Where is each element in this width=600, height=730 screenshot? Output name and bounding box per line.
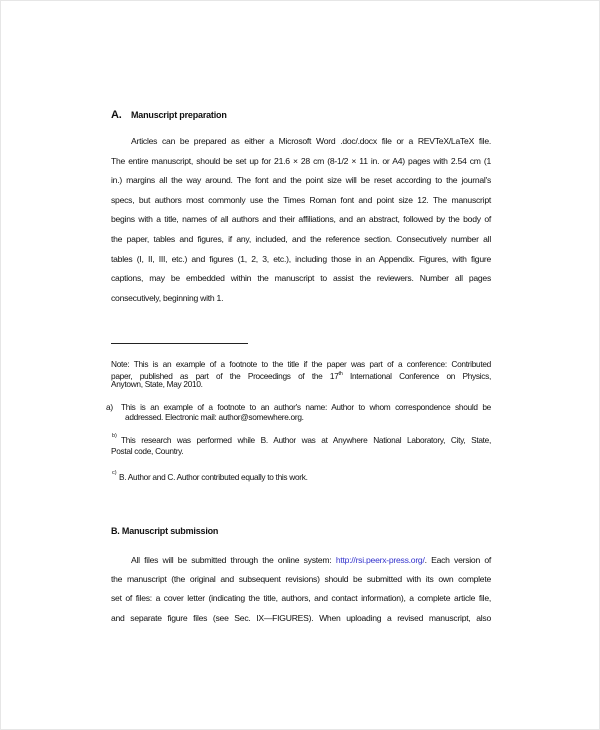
paragraph-line: captions, may be embedded within the manuscript to assist the reviewers. Number all pages bbox=[111, 273, 491, 283]
footnote-a-marker: a) bbox=[106, 402, 113, 412]
submission-link[interactable]: http://rsi.peerx-press.org/ bbox=[335, 555, 425, 565]
paragraph-line: begins with a title, names of all authors and their affiliations, and an abstract, followed by the body of bbox=[111, 214, 491, 224]
paragraph-line: The entire manuscript, should be set up for 21.6 × 28 cm (8-1/2 × 11 in. or A4) pages with 2.54 cm (1 bbox=[111, 156, 491, 166]
note-text: International Conference on Physics, bbox=[342, 371, 491, 381]
footnote-separator bbox=[111, 343, 248, 344]
footnote-b-marker: b) bbox=[112, 433, 117, 439]
paragraph-line: the paper, tables and figures, if any, included, and the reference section. Consecutively number all bbox=[111, 234, 491, 244]
paragraph-text: . Each version of bbox=[424, 555, 491, 565]
footnote-note-line: Anytown, State, May 2010. bbox=[111, 379, 203, 389]
superscript: th bbox=[338, 371, 343, 377]
footnote-b-line: Postal code, Country. bbox=[111, 446, 184, 456]
footnote-a-line: addressed. Electronic mail: author@somewhere.org. bbox=[125, 412, 304, 422]
section-a-letter: A. bbox=[111, 109, 122, 121]
paragraph-line: tables (I, II, III, etc.) and figures (1, 2, 3, etc.), including those in an Appendix. Figures, with figure bbox=[111, 254, 491, 264]
footnote-note-line: Note: This is an example of a footnote to the title if the paper was part of a conference: Contributed bbox=[111, 359, 491, 369]
paragraph-line: set of files: a cover letter (indicating the title, authors, and contact information), a complete article file, bbox=[111, 593, 491, 603]
footnote-b-line: This research was performed while B. Author was at Anywhere National Laboratory, City, State, bbox=[121, 435, 491, 445]
paragraph-line: Articles can be prepared as either a Microsoft Word .doc/.docx file or a REVTeX/LaTeX file. bbox=[131, 136, 491, 146]
footnote-a-line: This is an example of a footnote to an author's name: Author to whom correspondence should be bbox=[121, 402, 491, 412]
footnote-c-line: B. Author and C. Author contributed equally to this work. bbox=[119, 472, 308, 482]
note-text: paper, published as part of the Proceedings of the 17 bbox=[111, 371, 339, 381]
footnote-c-marker: c) bbox=[112, 470, 117, 476]
paragraph-line bbox=[131, 554, 491, 566]
paragraph-line: in.) margins all the way around. The font and the point size will be reset according to the journal's bbox=[111, 175, 491, 185]
paragraph-line: specs, but authors most commonly use the Times Roman font and point size 12. The manuscript bbox=[111, 195, 491, 205]
paragraph-line: the manuscript (the original and subsequent revisions) should be submitted with its own complete bbox=[111, 574, 491, 584]
paragraph-line: consecutively, beginning with 1. bbox=[111, 293, 224, 303]
paragraph-line: and separate figure files (see Sec. IX—FIGURES). When uploading a revised manuscript, also bbox=[111, 613, 491, 623]
section-a-heading: Manuscript preparation bbox=[131, 110, 227, 120]
paragraph-text: All files will be submitted through the online system: bbox=[131, 555, 336, 565]
section-b-heading: B. Manuscript submission bbox=[111, 526, 219, 536]
